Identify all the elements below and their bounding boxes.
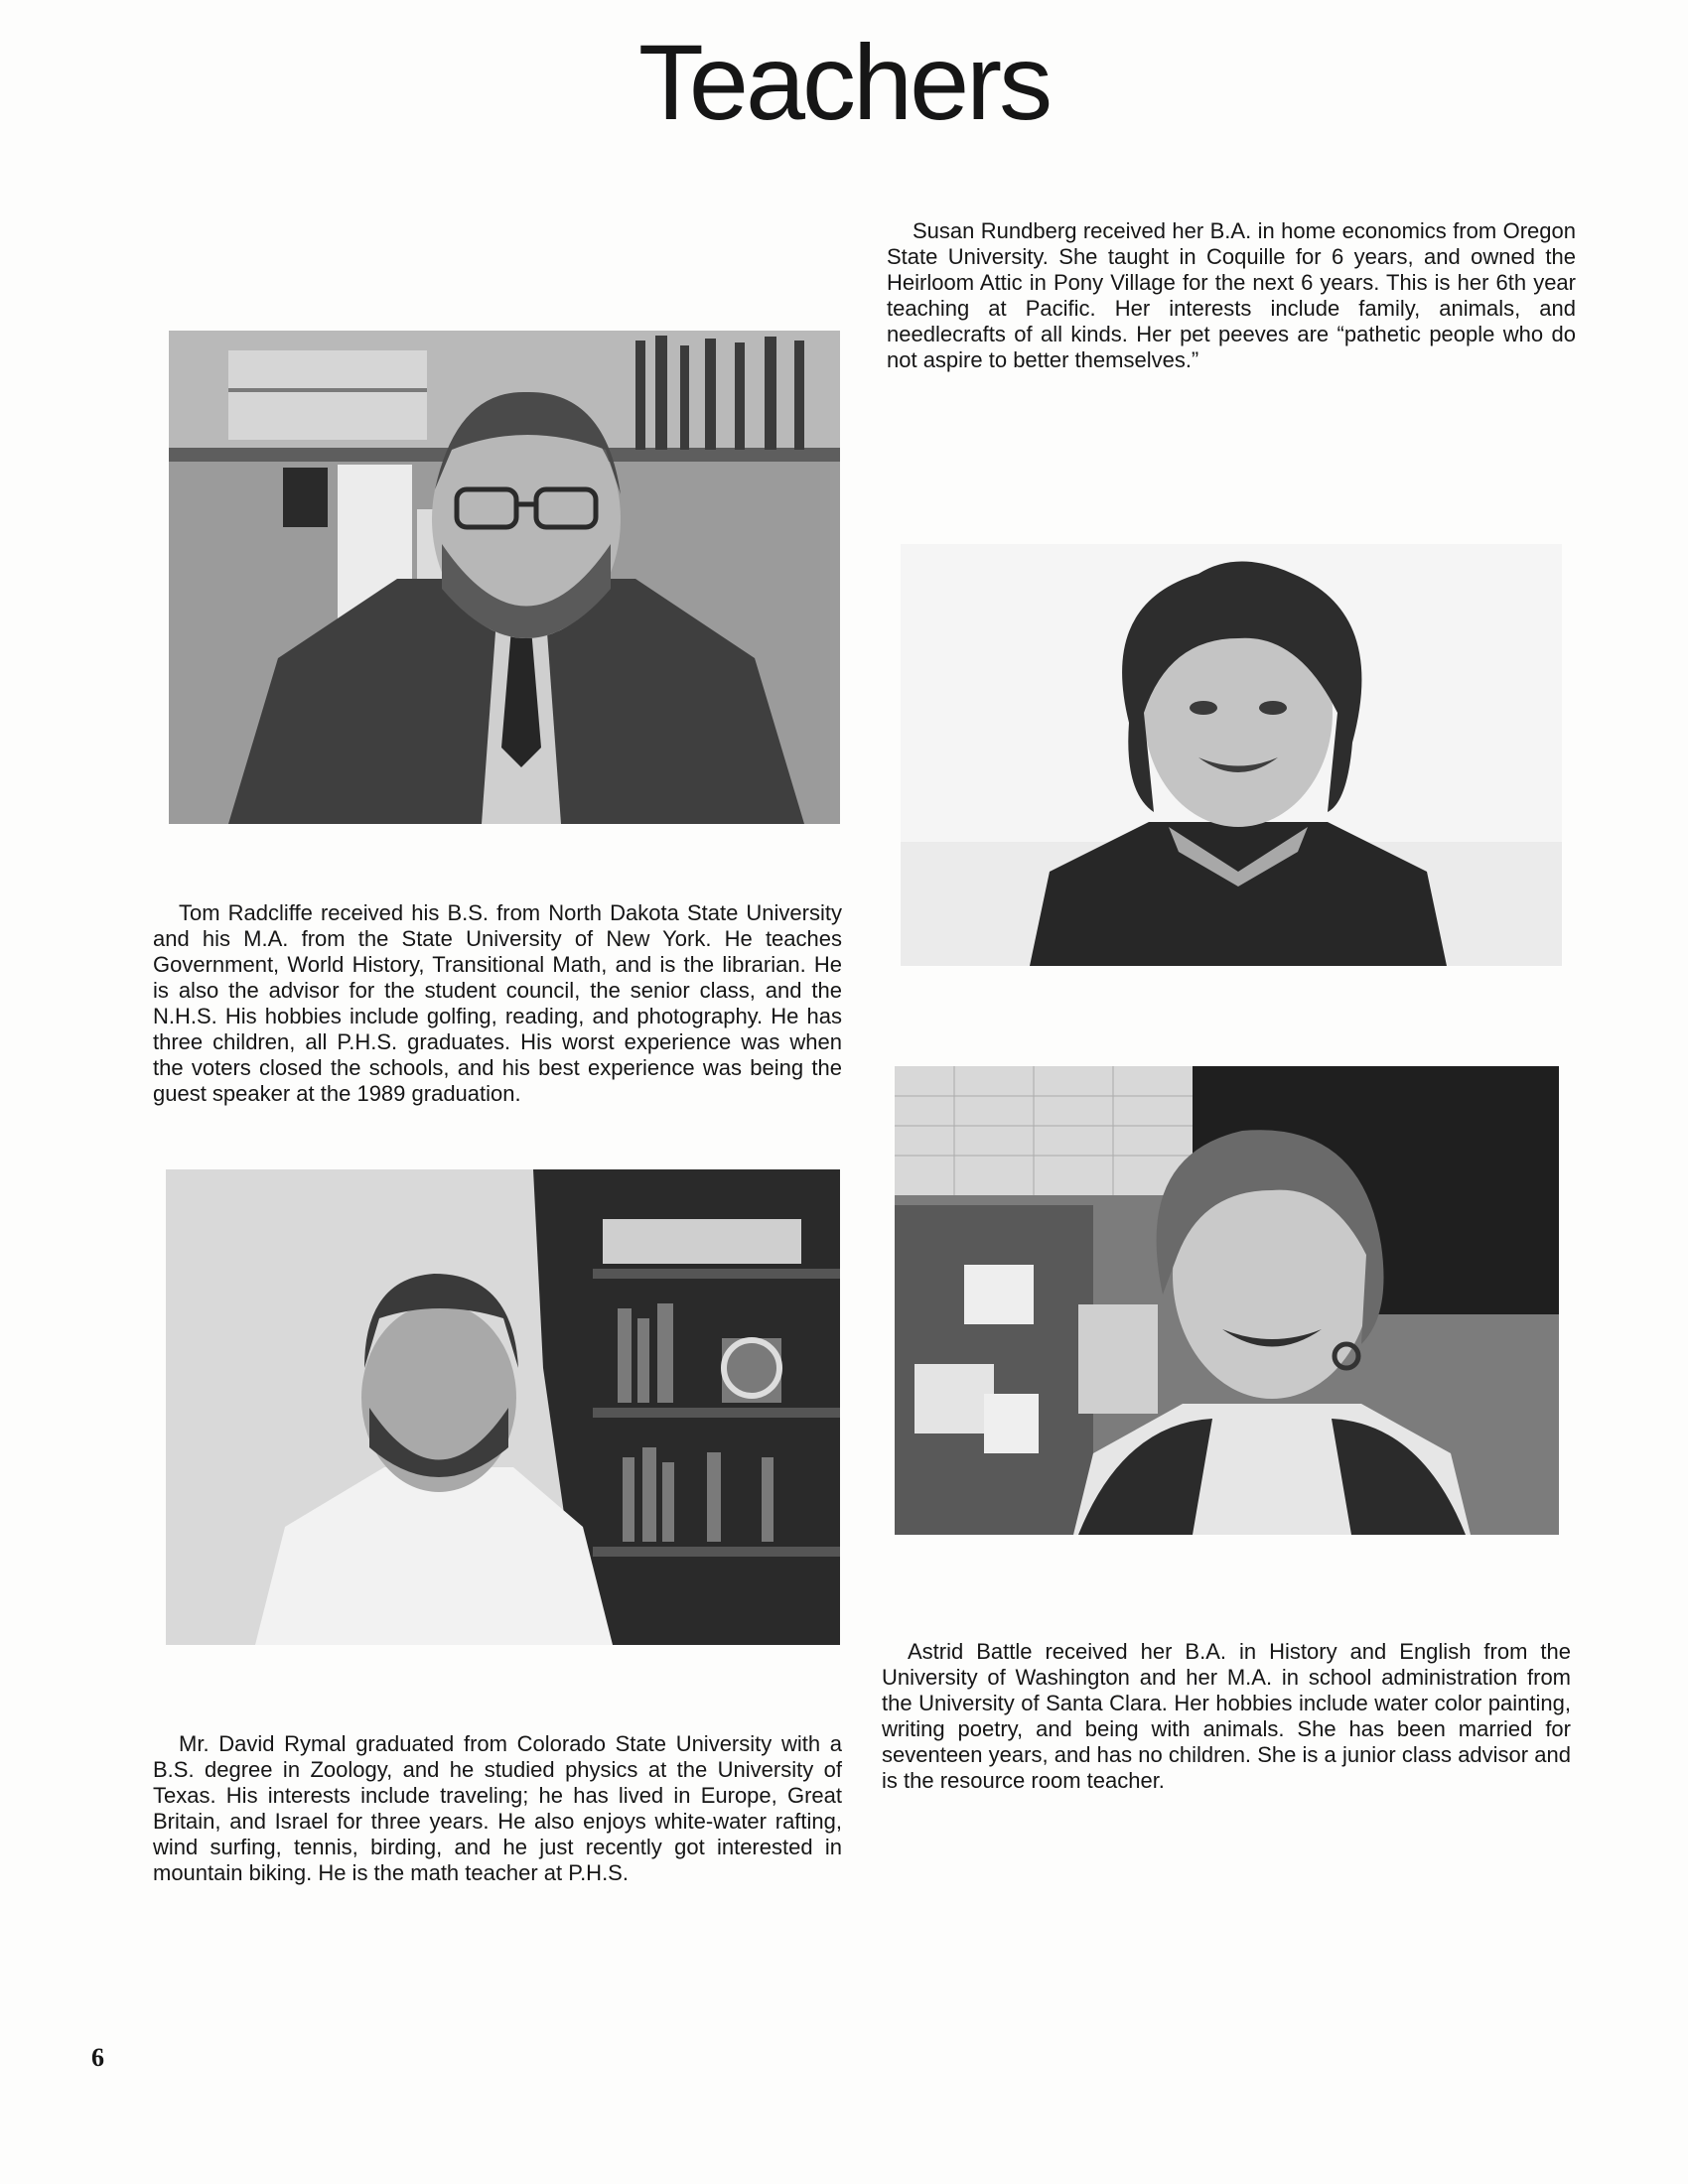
bio-david-rymal: Mr. David Rymal graduated from Colorado State University with a B.S. degree in Zoology, and he studied physics at the University of Texas. His interests include traveling; he has lived in Europe, Great Britain, and Israel for three years. He also enjoys white-water rafting, wind surfing, tennis, birding, and he just recently got interested in mountain biking. He is the math teacher at P.H.S. <box>153 1731 842 1885</box>
bio-astrid-battle: Astrid Battle received her B.A. in History and English from the University of Washington and her M.A. in school administration from the University of Santa Clara. Her hobbies include water color painting, writing poetry, and being with animals. She has been married for seventeen years, and has no children. She is a junior class advisor and is the resource room teacher. <box>882 1639 1571 1793</box>
photo-david-rymal <box>166 1169 840 1645</box>
page-title: Teachers <box>637 22 1051 142</box>
bio-susan-rundberg: Susan Rundberg received her B.A. in home economics from Oregon State University. She taught in Coquille for 6 years, and owned the Heirloom Attic in Pony Village for the next 6 years. This is her 6th year teaching at Pacific. Her interests include family, animals, and needlecrafts of all kinds. Her pet peeves are “pathetic people who do not aspire to better themselves.” <box>887 218 1576 372</box>
page-number: 6 <box>91 2043 104 2072</box>
photo-tom-radcliffe <box>169 331 840 824</box>
photo-astrid-battle <box>895 1066 1559 1535</box>
photo-susan-rundberg <box>901 544 1562 966</box>
bio-tom-radcliffe: Tom Radcliffe received his B.S. from North Dakota State University and his M.A. from the State University of New York. He teaches Government, World History, Transitional Math, and is the librarian. He is also the advisor for the student council, the senior class, and the N.H.S. His hobbies include golfing, reading, and photography. He has three children, all P.H.S. graduates. His worst experience was when the voters closed the schools, and his best experience was being the guest speaker at the 1989 graduation. <box>153 900 842 1106</box>
